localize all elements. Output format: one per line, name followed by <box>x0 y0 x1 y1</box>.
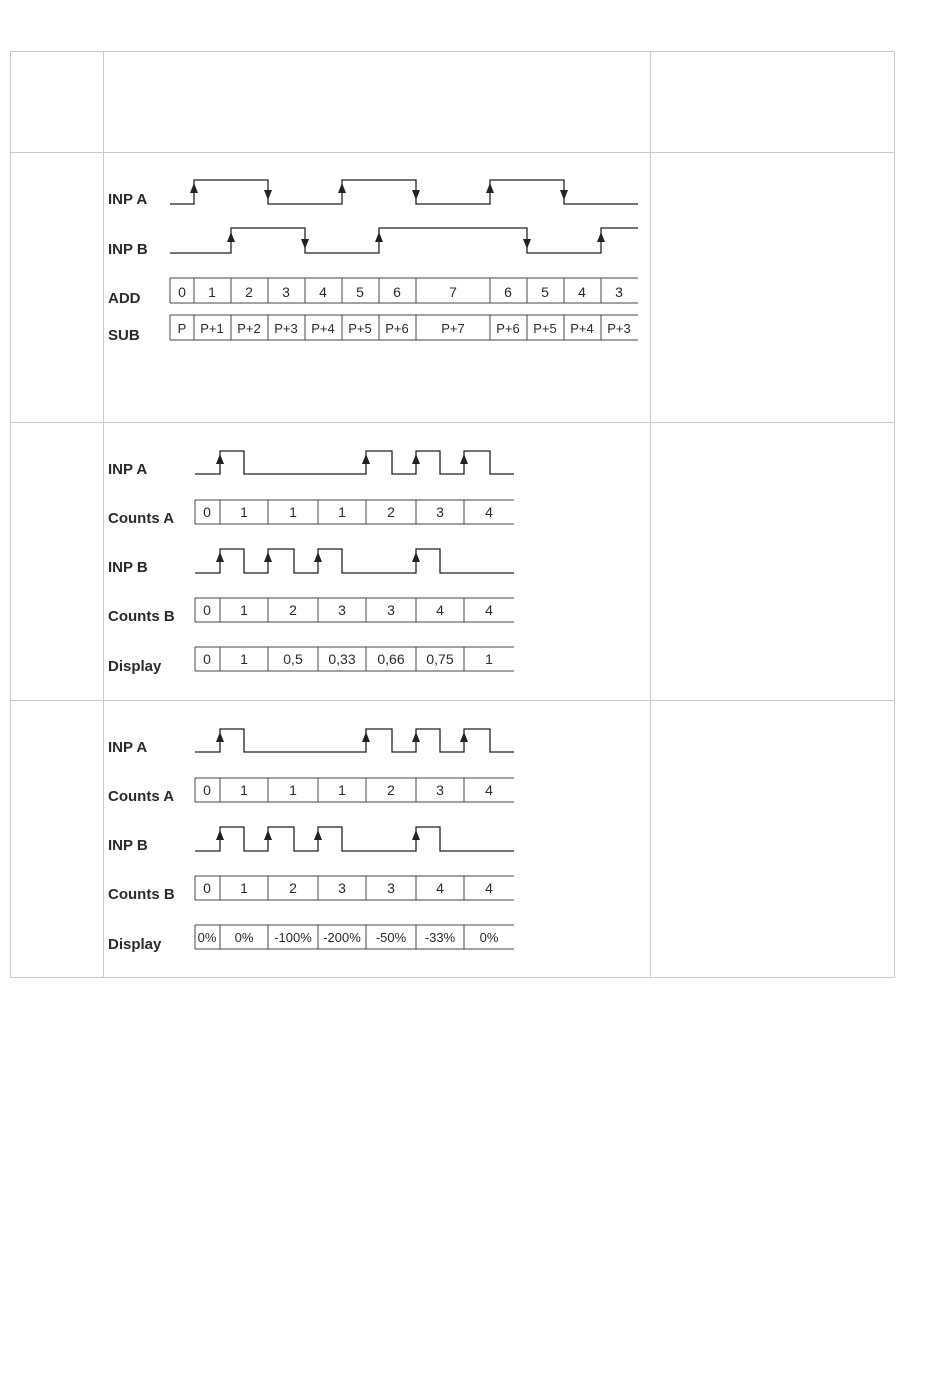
display-cell: -50% <box>375 930 407 945</box>
counts-a-cell: 1 <box>240 782 248 798</box>
inp-a-edge-arrows <box>190 183 568 200</box>
counts-a-cell: 1 <box>289 504 297 520</box>
counts-a-cell: 2 <box>387 504 395 520</box>
table-row-divider-2 <box>10 422 895 423</box>
sub-cell: P+1 <box>200 321 224 336</box>
display-cell: 0% <box>234 930 254 945</box>
inp-b-waveform <box>195 549 514 573</box>
table-border-right <box>894 51 895 978</box>
add-cell: 3 <box>615 284 623 300</box>
inp-a-edge-arrows <box>216 732 468 742</box>
add-counter-row <box>170 278 638 303</box>
inp-b-label: INP B <box>108 241 148 258</box>
display-label: Display <box>108 658 162 675</box>
timing-diagram-ratio <box>104 440 524 680</box>
counts-a-cell: 1 <box>240 504 248 520</box>
counts-a-cell: 1 <box>338 504 346 520</box>
add-cell: 0 <box>178 284 186 300</box>
inp-a-label: INP A <box>108 461 148 478</box>
add-cell: 4 <box>319 284 327 300</box>
display-cell: 0,66 <box>377 651 405 667</box>
display-cell: 0% <box>197 930 217 945</box>
counts-b-cell: 4 <box>436 602 444 618</box>
add-cell: 4 <box>578 284 586 300</box>
table-border-top <box>10 51 895 52</box>
counts-a-label: Counts A <box>108 510 175 527</box>
counts-a-cell: 4 <box>485 504 493 520</box>
sub-cell: P+2 <box>237 321 261 336</box>
counts-b-cell: 0 <box>203 602 211 618</box>
display-cell: 0,33 <box>328 651 356 667</box>
sub-cell: P+6 <box>496 321 520 336</box>
counts-a-cell: 3 <box>436 504 444 520</box>
sub-cell: P+5 <box>348 321 372 336</box>
counts-b-cell: 1 <box>240 602 248 618</box>
display-cell: 1 <box>485 651 493 667</box>
inp-b-edge-arrows <box>227 232 605 249</box>
display-cell: 0,5 <box>283 651 303 667</box>
counts-a-label: Counts A <box>108 788 175 805</box>
add-cell: 7 <box>449 284 457 300</box>
counts-b-cell: 2 <box>289 602 297 618</box>
sub-cell: P+6 <box>385 321 409 336</box>
counts-b-cell: 3 <box>387 880 395 896</box>
inp-a-edge-arrows <box>216 454 468 464</box>
counts-b-cell: 3 <box>338 602 346 618</box>
counts-a-cell: 0 <box>203 782 211 798</box>
inp-b-waveform <box>170 228 638 253</box>
display-label: Display <box>108 936 162 953</box>
timing-diagram-add-sub <box>104 160 644 360</box>
inp-b-waveform <box>195 827 514 851</box>
sub-cell: P+4 <box>570 321 594 336</box>
counts-a-cell: 1 <box>338 782 346 798</box>
inp-b-edge-arrows <box>216 830 420 840</box>
inp-b-label: INP B <box>108 559 148 576</box>
add-cell: 2 <box>245 284 253 300</box>
sub-cell: P <box>177 321 187 336</box>
counts-b-cell: 4 <box>436 880 444 896</box>
add-cell: 6 <box>504 284 512 300</box>
add-label: ADD <box>108 290 141 307</box>
inp-b-edge-arrows <box>216 552 420 562</box>
inp-a-waveform <box>170 180 638 204</box>
sub-cell: P+7 <box>441 321 465 336</box>
counts-a-cell: 3 <box>436 782 444 798</box>
display-cell: 0 <box>203 651 211 667</box>
table-row-divider-1 <box>10 152 895 153</box>
counts-b-cell: 4 <box>485 602 493 618</box>
display-cell: -33% <box>424 930 456 945</box>
display-cell: -100% <box>274 930 312 945</box>
counts-b-cell: 4 <box>485 880 493 896</box>
counts-b-cell: 1 <box>240 880 248 896</box>
counts-a-cell: 0 <box>203 504 211 520</box>
counts-b-label: Counts B <box>108 886 175 903</box>
add-cell: 5 <box>541 284 549 300</box>
add-cell: 6 <box>393 284 401 300</box>
table-border-left <box>10 51 11 978</box>
table-border-bottom <box>10 977 895 978</box>
add-cell: 1 <box>208 284 216 300</box>
counts-a-cell: 1 <box>289 782 297 798</box>
inp-a-label: INP A <box>108 739 148 756</box>
counts-b-cell: 3 <box>387 602 395 618</box>
counts-b-label: Counts B <box>108 608 175 625</box>
table-row-divider-3 <box>10 700 895 701</box>
inp-a-label: INP A <box>108 191 148 208</box>
display-cell: -200% <box>323 930 361 945</box>
counts-a-cell: 2 <box>387 782 395 798</box>
counts-b-cell: 3 <box>338 880 346 896</box>
sub-cell: P+3 <box>607 321 631 336</box>
table-divider-2 <box>650 51 651 978</box>
display-cell: 1 <box>240 651 248 667</box>
display-cell: 0% <box>479 930 499 945</box>
sub-cell: P+4 <box>311 321 335 336</box>
counts-a-cell: 4 <box>485 782 493 798</box>
add-cell: 3 <box>282 284 290 300</box>
display-cell: 0,75 <box>426 651 454 667</box>
counts-b-cell: 2 <box>289 880 297 896</box>
sub-cell: P+3 <box>274 321 298 336</box>
add-cell: 5 <box>356 284 364 300</box>
timing-diagram-percent <box>104 718 524 958</box>
inp-b-label: INP B <box>108 837 148 854</box>
sub-cell: P+5 <box>533 321 557 336</box>
counts-b-cell: 0 <box>203 880 211 896</box>
sub-label: SUB <box>108 327 140 344</box>
